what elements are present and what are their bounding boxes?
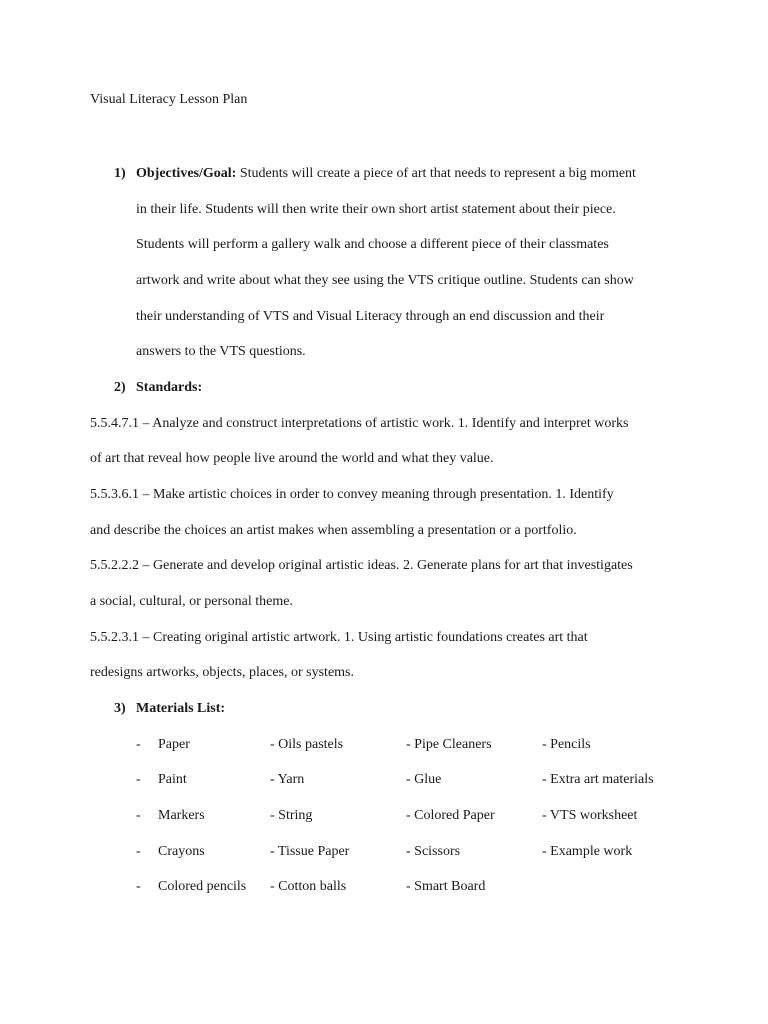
objectives-line: Students will perform a gallery walk and choose a different piece of their classmates: [136, 237, 609, 252]
material-item: Paint: [158, 772, 187, 787]
material-item: - String: [270, 808, 313, 823]
material-item: - Colored Paper: [406, 808, 495, 823]
bullet-dash: -: [136, 737, 141, 752]
bullet-dash: -: [136, 808, 141, 823]
objectives-line: in their life. Students will then write their own short artist statement about their piece.: [136, 202, 616, 217]
bullet-dash: -: [136, 772, 141, 787]
material-item: - Yarn: [270, 772, 305, 787]
material-item: - Cotton balls: [270, 879, 347, 894]
standard-line: 5.5.3.6.1 – Make artistic choices in order to convey meaning through presentation. 1. Identify: [90, 487, 614, 502]
objectives-line: [136, 166, 636, 182]
materials-number: 3): [114, 701, 126, 716]
objectives-number: 1): [114, 166, 126, 181]
bullet-dash: -: [136, 879, 141, 894]
material-item: Crayons: [158, 844, 205, 859]
material-item: Colored pencils: [158, 879, 247, 894]
standard-line: 5.5.4.7.1 – Analyze and construct interpretations of artistic work. 1. Identify and interpret works: [90, 416, 629, 431]
objectives-line: their understanding of VTS and Visual Literacy through an end discussion and their: [136, 309, 605, 324]
standards-heading: Standards:: [136, 380, 203, 395]
standard-line: and describe the choices an artist makes when assembling a presentation or a portfolio.: [90, 523, 577, 538]
standards-number: 2): [114, 380, 126, 395]
standard-line: of art that reveal how people live around the world and what they value.: [90, 451, 494, 466]
document-title: Visual Literacy Lesson Plan: [90, 92, 248, 107]
materials-row: [0, 844, 768, 864]
material-item: - Example work: [542, 844, 633, 859]
material-item: - Tissue Paper: [270, 844, 350, 859]
standard-line: 5.5.2.2.2 – Generate and develop original artistic ideas. 2. Generate plans for art that investigates: [90, 558, 633, 573]
materials-row: [0, 737, 768, 757]
standard-line: redesigns artworks, objects, places, or systems.: [90, 665, 354, 680]
materials-row: [0, 879, 768, 899]
material-item: - Extra art materials: [542, 772, 654, 787]
objectives-line: answers to the VTS questions.: [136, 344, 306, 359]
material-item: - Scissors: [406, 844, 461, 859]
materials-heading: Materials List:: [136, 701, 226, 716]
objectives-heading: Objectives/Goal:: [136, 166, 237, 181]
standard-line: 5.5.2.3.1 – Creating original artistic artwork. 1. Using artistic foundations creates art that: [90, 630, 588, 645]
materials-row: [0, 808, 768, 828]
material-item: - VTS worksheet: [542, 808, 638, 823]
material-item: Paper: [158, 737, 190, 752]
material-item: - Oils pastels: [270, 737, 344, 752]
material-item: - Glue: [406, 772, 442, 787]
bullet-dash: -: [136, 844, 141, 859]
material-item: - Pencils: [542, 737, 591, 752]
objectives-line: artwork and write about what they see using the VTS critique outline. Students can show: [136, 273, 634, 288]
material-item: - Smart Board: [406, 879, 486, 894]
material-item: - Pipe Cleaners: [406, 737, 492, 752]
standard-line: a social, cultural, or personal theme.: [90, 594, 293, 609]
objectives-text: Students will create a piece of art that needs to represent a big moment: [236, 166, 636, 181]
materials-row: [0, 772, 768, 792]
material-item: Markers: [158, 808, 205, 823]
